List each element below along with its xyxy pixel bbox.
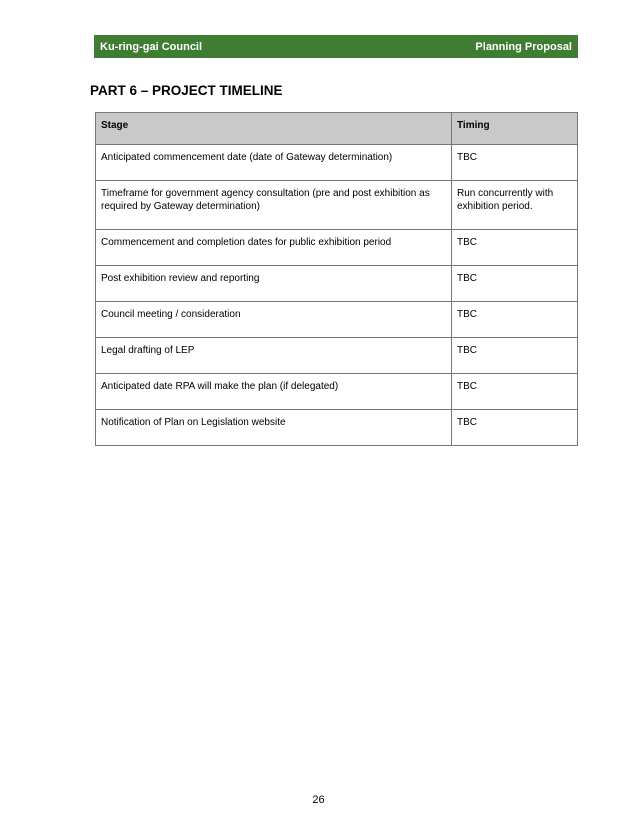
timing-cell: TBC [452,302,578,338]
stage-cell: Post exhibition review and reporting [96,266,452,302]
timing-cell: TBC [452,410,578,446]
column-header-stage: Stage [96,113,452,145]
timing-cell: Run concurrently with exhibition period. [452,181,578,230]
stage-cell: Commencement and completion dates for public exhibition period [96,230,452,266]
project-timeline-table [95,112,578,446]
table-row [96,230,578,266]
document-header-bar [94,35,578,58]
stage-cell: Notification of Plan on Legislation website [96,410,452,446]
page-number: 26 [312,794,325,806]
stage-cell: Council meeting / consideration [96,302,452,338]
timing-cell: TBC [452,145,578,181]
header-document-type: Planning Proposal [475,40,572,53]
stage-cell: Anticipated commencement date (date of Gateway determination) [96,145,452,181]
table-row [96,374,578,410]
timing-cell: TBC [452,230,578,266]
timing-cell: TBC [452,374,578,410]
table-row [96,266,578,302]
table-row [96,181,578,230]
table-row [96,145,578,181]
table-row [96,338,578,374]
timing-cell: TBC [452,338,578,374]
section-title: PART 6 – PROJECT TIMELINE [90,83,283,98]
table-row [96,302,578,338]
table-row [96,410,578,446]
stage-cell: Legal drafting of LEP [96,338,452,374]
column-header-timing: Timing [452,113,578,145]
table-header-row [96,113,578,145]
header-organization: Ku-ring-gai Council [100,40,203,53]
stage-cell: Timeframe for government agency consultation (pre and post exhibition as required by Gateway determination) [96,181,452,230]
stage-cell: Anticipated date RPA will make the plan (if delegated) [96,374,452,410]
timing-cell: TBC [452,266,578,302]
